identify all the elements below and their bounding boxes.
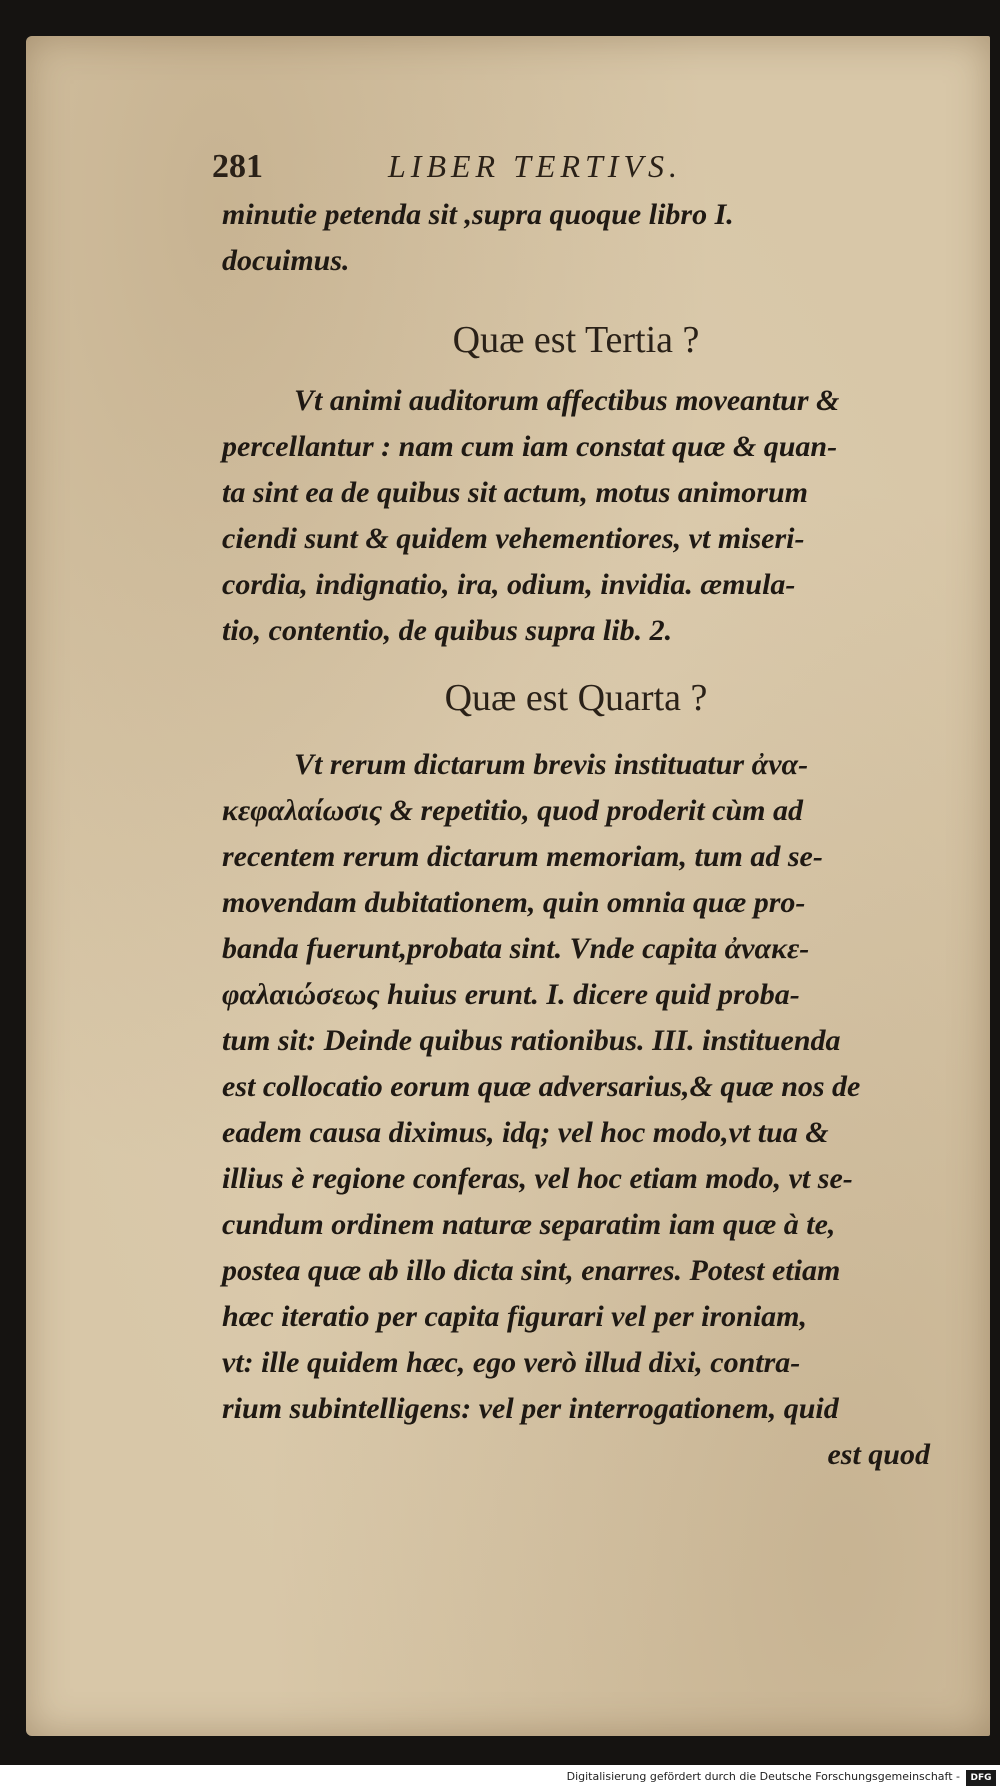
text-line: tio, contentio, de quibus supra lib. 2. <box>222 614 673 647</box>
text-line: illius è regione conferas, vel hoc etiam modo, vt se- <box>222 1162 853 1195</box>
running-head: LIBER TERTIVS. <box>388 148 682 184</box>
section-heading-tertia: Quæ est Tertia ? <box>452 319 700 361</box>
text-line: vt: ille quidem hæc, ego verò illud dixi, contra- <box>222 1346 801 1379</box>
text-block-3 <box>222 742 930 1478</box>
text-line: κεφαλαίωσις & repetitio, quod proderit cùm ad <box>222 794 804 827</box>
text-line: cundum ordinem naturæ separatim iam quæ à te, <box>222 1208 836 1241</box>
text-line: cordia, indignatio, ira, odium, invidia. æmula- <box>222 568 796 601</box>
text-line: recentem rerum dictarum memoriam, tum ad se- <box>222 840 823 873</box>
text-line: ta sint ea de quibus sit actum, motus animorum <box>222 476 808 509</box>
section-heading-quarta: Quæ est Quarta ? <box>444 677 708 719</box>
text-line: Vt animi auditorum affectibus moveantur & <box>294 384 840 417</box>
text-block-2 <box>222 378 930 654</box>
digitization-footer <box>0 1768 1000 1790</box>
text-line: percellantur : nam cum iam constat quæ & quan- <box>222 430 838 463</box>
text-line: docuimus. <box>222 244 350 277</box>
text-line: φαλαιώσεως huius erunt. I. dicere quid proba- <box>222 978 800 1011</box>
text-line: Vt rerum dictarum brevis instituatur ἀνα- <box>294 748 809 781</box>
text-line: ciendi sunt & quidem vehementiores, vt miseri- <box>222 522 805 555</box>
text-line: postea quæ ab illo dicta sint, enarres. Potest etiam <box>222 1254 841 1287</box>
footer-credit: Digitalisierung gefördert durch die Deutsche Forschungsgemeinschaft - <box>566 1770 960 1783</box>
text-line: hæc iteratio per capita figurari vel per ironiam, <box>222 1300 807 1333</box>
page-header <box>212 148 772 188</box>
text-line: rium subintelligens: vel per interrogationem, quid <box>222 1392 839 1425</box>
text-line: minutie petenda sit ,supra quoque libro I. <box>222 198 734 231</box>
text-block-1 <box>222 192 930 284</box>
text-line: eadem causa diximus, idq; vel hoc modo,vt tua & <box>222 1116 829 1149</box>
dfg-logo: DFG <box>966 1770 996 1786</box>
text-line: tum sit: Deinde quibus rationibus. III. instituenda <box>222 1024 841 1057</box>
text-line: est collocatio eorum quæ adversarius,& quæ nos de <box>222 1070 861 1103</box>
catchword: est quod <box>827 1438 930 1471</box>
page-number: 281 <box>212 148 263 185</box>
text-line: movendam dubitationem, quin omnia quæ pro- <box>222 886 806 919</box>
text-line: banda fuerunt,probata sint. Vnde capita ἀνακε- <box>222 932 810 965</box>
